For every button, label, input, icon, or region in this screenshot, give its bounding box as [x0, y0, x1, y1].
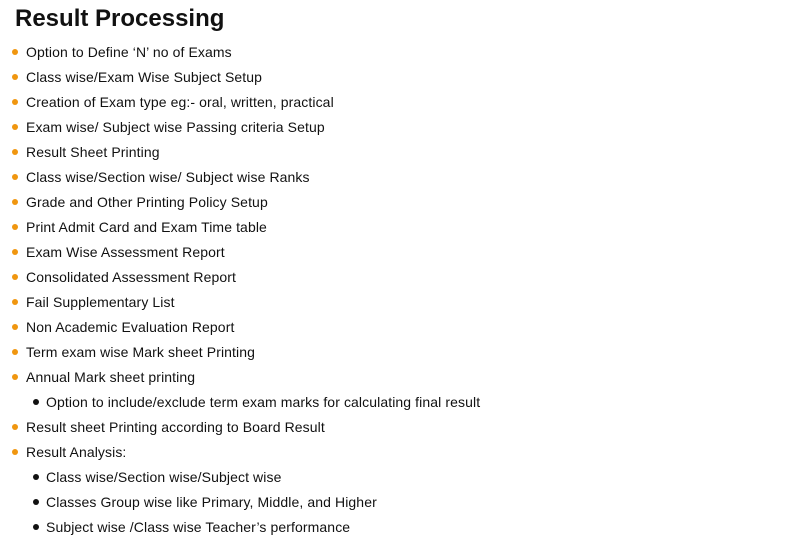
bullet-icon	[12, 324, 18, 330]
list-item	[0, 215, 480, 240]
list-item	[0, 440, 480, 465]
list-item	[0, 315, 480, 340]
bullet-icon	[12, 424, 18, 430]
bullet-icon	[12, 49, 18, 55]
sub-bullet-icon	[33, 399, 39, 405]
list-item-label: Class wise/Section wise/Subject wise	[46, 469, 282, 485]
list-item	[0, 240, 480, 265]
list-item	[0, 165, 480, 190]
list-item-label: Result Sheet Printing	[26, 144, 160, 160]
list-item-label: Term exam wise Mark sheet Printing	[26, 344, 256, 360]
list-item	[0, 115, 480, 140]
bullet-icon	[12, 99, 18, 105]
sub-list-item	[0, 515, 480, 540]
list-item-label: Non Academic Evaluation Report	[26, 319, 235, 335]
sub-bullet-icon	[33, 524, 39, 530]
sub-bullet-icon	[33, 499, 39, 505]
list-item-label: Option to include/exclude term exam marks for calculating final result	[46, 394, 481, 410]
bullet-icon	[12, 224, 18, 230]
bullet-icon	[12, 249, 18, 255]
list-item-label: Result Analysis:	[26, 444, 127, 460]
list-item-label: Grade and Other Printing Policy Setup	[26, 194, 268, 210]
list-item-label: Result sheet Printing according to Board Result	[26, 419, 325, 435]
list-item-label: Classes Group wise like Primary, Middle, and Higher	[46, 494, 377, 510]
list-item	[0, 65, 480, 90]
sub-list-item	[0, 465, 480, 490]
bullet-icon	[12, 449, 18, 455]
bullet-icon	[12, 199, 18, 205]
sub-list-item	[0, 490, 480, 515]
page-title: Result Processing	[15, 5, 225, 32]
list-item-label: Fail Supplementary List	[26, 294, 175, 310]
list-item-label: Annual Mark sheet printing	[26, 369, 196, 385]
list-item-label: Class wise/Exam Wise Subject Setup	[26, 69, 263, 85]
bullet-icon	[12, 74, 18, 80]
list-item-label: Subject wise /Class wise Teacher’s performance	[46, 519, 351, 535]
list-item-label: Exam wise/ Subject wise Passing criteria Setup	[26, 119, 325, 135]
feature-list	[0, 40, 480, 540]
list-item	[0, 365, 480, 390]
list-item	[0, 415, 480, 440]
list-item-label: Option to Define ‘N’ no of Exams	[26, 44, 232, 60]
bullet-icon	[12, 299, 18, 305]
bullet-icon	[12, 149, 18, 155]
bullet-icon	[12, 174, 18, 180]
list-item	[0, 40, 480, 65]
list-item	[0, 265, 480, 290]
list-item	[0, 190, 480, 215]
list-item	[0, 340, 480, 365]
list-item-label: Creation of Exam type eg:- oral, written, practical	[26, 94, 334, 110]
bullet-icon	[12, 349, 18, 355]
bullet-icon	[12, 274, 18, 280]
sub-list-item	[0, 390, 480, 415]
list-item-label: Print Admit Card and Exam Time table	[26, 219, 267, 235]
bullet-icon	[12, 124, 18, 130]
list-item-label: Exam Wise Assessment Report	[26, 244, 225, 260]
list-item	[0, 290, 480, 315]
sub-bullet-icon	[33, 474, 39, 480]
list-item	[0, 140, 480, 165]
bullet-icon	[12, 374, 18, 380]
list-item	[0, 90, 480, 115]
list-item-label: Consolidated Assessment Report	[26, 269, 236, 285]
list-item-label: Class wise/Section wise/ Subject wise Ranks	[26, 169, 310, 185]
